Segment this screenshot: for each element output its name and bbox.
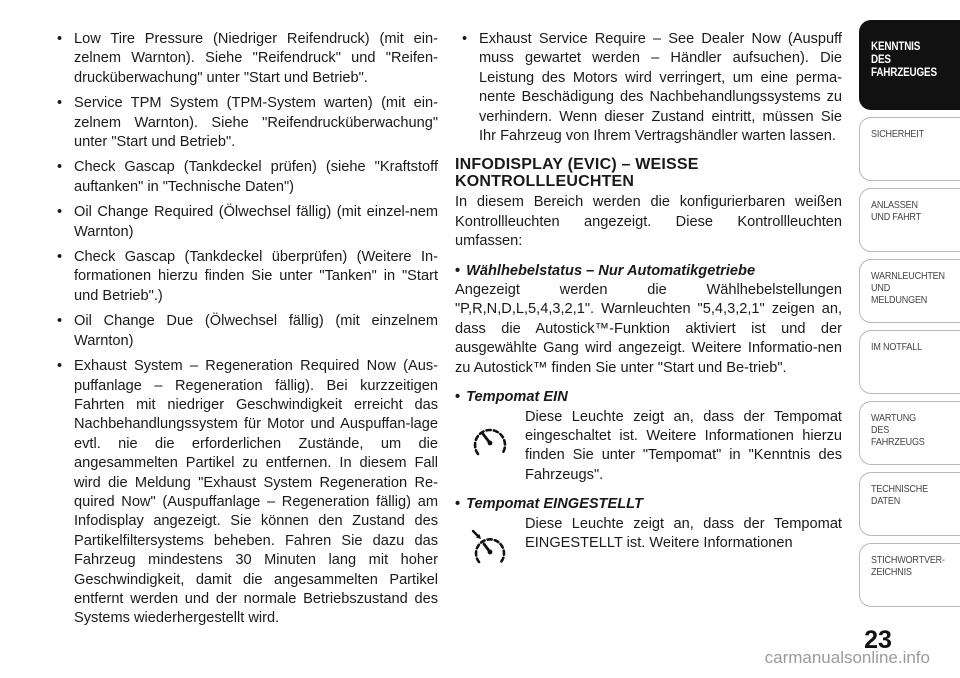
tab-warnleuchten-und-meldungen[interactable] [859,259,960,323]
speedometer-set-icon [455,515,525,567]
speedometer-icon [455,408,525,486]
tab-label: KENNTNIS DES FAHRZEUGES [871,41,937,79]
right-column [455,30,842,567]
page-number: 23 [864,626,892,654]
tab-im-notfall[interactable] [859,330,960,394]
list-item: • Oil Change Required (Ölwechsel fällig) (mit einzel-nem Warnton) [50,203,438,242]
tab-stichwortverzeichnis[interactable] [859,543,960,607]
cruise-on-text: Diese Leuchte zeigt an, dass der Tempomat eingeschaltet ist. Weitere Informationen hierzu finden Sie unter "Tempomat" in "Kenntnis des Fahrzeugs". [525,408,842,483]
cruise-set-block [455,515,842,567]
tab-label: IM NOTFALL [871,341,922,353]
list-item: • Check Gascap (Tankdeckel prüfen) (siehe "Kraftstoff auftanken" in "Technische Daten") [50,158,438,197]
bullet: • [455,496,461,513]
gear-status-text: Angezeigt werden die Wählhebelstellungen "P,R,N,D,L,5,4,3,2,1". Warnleuchten "5,4,3,2,1" zeigen an, dass die Autostick™-Funktion aktiviert ist und der ausgewählte Gang wird angezeigt. Weitere Informatio-nen zu Autostick™ finden Sie unter "Start und Be-trieb". [455,282,842,376]
tab-wartung-des-fahrzeugs[interactable] [859,401,960,465]
cruise-set-heading [455,495,842,514]
tab-label: STICHWORTVER- ZEICHNIS [871,554,945,578]
cruise-on-heading [455,388,842,407]
tab-label: ANLASSEN UND FAHRT [871,199,921,223]
tab-label: SICHERHEIT [871,128,924,140]
section-heading [455,156,842,190]
message-list [50,30,438,629]
left-column [50,30,438,635]
cruise-set-text: Diese Leuchte zeigt an, dass der Tempomat EINGESTELLT ist. Weitere Informationen [525,515,842,551]
list-item: • Exhaust Service Require – See Dealer Now (Auspuff muss gewartet werden – Händler aufsuchen). Die Leistung des Motors wird verringert, um eine perma-nente Beschädigung des Nachbehandlungssystems zu verhindern. Wenn dieser Zustand eintritt, müssen Sie Ihr Fahrzeug von Ihrem Vertragshändler warten lassen. [455,30,842,146]
tab-kenntnis-des-fahrzeuges[interactable] [859,20,960,110]
gear-status-title: Wählhebelstatus – Nur Automatikgetriebe [466,262,756,279]
tab-label: WARTUNG DES FAHRZEUGS [871,412,925,448]
list-item: • Exhaust System – Regeneration Required Now (Aus-puffanlage – Regeneration fällig). Bei kurzzeitigen Fahrten mit niedriger Geschwindigkeit erreicht das Nachbehandlungssystem für Motor und Auspuffan-lage evtl. nie die erforderlichen Zustände, um die angesammelten Partikel zu entfernen. In diesem Fall wird die Meldung "Exhaust System Regeneration Re-quired Now" (Auspuffanlage – Regeneration fällig) am Infodisplay angezeigt. Sie können den Zustand des Partikelfiltersystems beheben. Fahren Sie dazu das Fahrzeug mindestens 30 Minuten lang mit hoher Geschwindigkeit, damit die angesammelten Partikel entfernt werden und der normale Betriebszustand des Systems wiederhergestellt wird. [50,357,438,629]
list-item: • Check Gascap (Tankdeckel überprüfen) (Weitere In-formationen hierzu finden Sie unter "Tanken" in "Start und Betrieb".) [50,248,438,306]
gear-status-heading [455,262,842,281]
bullet: • [455,389,461,406]
bullet: • [455,262,461,279]
list-item: • Oil Change Due (Ölwechsel fällig) (mit einzelnem Warnton) [50,312,438,351]
watermark: carmanualsonline.info [764,648,930,667]
chapter-tabs [859,20,960,614]
tab-sicherheit[interactable] [859,117,960,181]
tab-label: WARNLEUCHTEN UND MELDUNGEN [871,270,945,306]
section-intro: In diesem Bereich werden die konfigurierbaren weißen Kontrollleuchten angezeigt. Diese Kontrollleuchten umfassen: [455,194,842,250]
tab-technische-daten[interactable] [859,472,960,536]
section-heading-line-1: INFODISPLAY (EVIC) – WEISSE [455,156,699,174]
cruise-on-block [455,408,842,486]
cruise-on-title: Tempomat EIN [466,389,568,406]
list-item: • Low Tire Pressure (Niedriger Reifendruck) (mit ein-zelnem Warnton). Siehe "Reifendruck" und "Reifen-drucküberwachung" unter "Start und Betrieb". [50,30,438,88]
section-heading-line-2: KONTROLLLEUCHTEN [455,173,635,191]
list-item: • Service TPM System (TPM-System warten) (mit ein-zelnem Warnton). Siehe "Reifendrucküberwachung" unter "Start und Betrieb". [50,94,438,152]
message-list-continued [455,30,842,146]
tab-label: TECHNISCHE DATEN [871,483,928,507]
tab-anlassen-und-fahrt[interactable] [859,188,960,252]
cruise-set-title: Tempomat EINGESTELLT [466,496,643,513]
